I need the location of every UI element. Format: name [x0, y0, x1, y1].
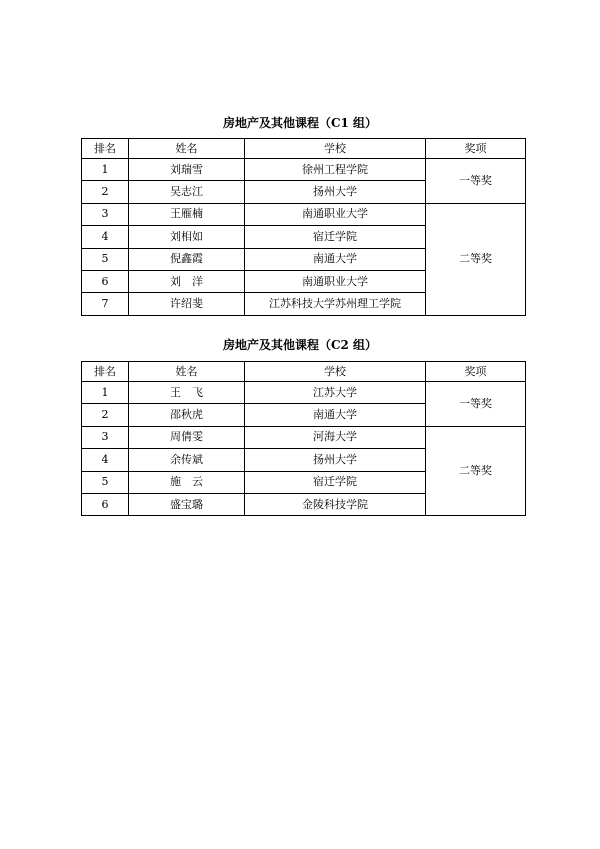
- table-header-row: [82, 139, 526, 159]
- cell-rank: 6: [82, 493, 129, 515]
- cell-school: 南通职业大学: [245, 203, 426, 225]
- cell-rank: 3: [82, 426, 129, 448]
- cell-rank: 4: [82, 449, 129, 471]
- cell-name: 刘相如: [129, 226, 245, 248]
- cell-school: 扬州大学: [245, 449, 426, 471]
- header-rank: 排名: [82, 362, 129, 382]
- section-title-c1: 房地产及其他课程（C1 组）: [222, 116, 378, 130]
- cell-school: 徐州工程学院: [245, 159, 426, 181]
- cell-name: 周倩雯: [129, 426, 245, 448]
- cell-name: 许绍斐: [129, 293, 245, 315]
- cell-rank: 1: [82, 382, 129, 404]
- cell-rank: 4: [82, 226, 129, 248]
- cell-name: 施 云: [129, 471, 245, 493]
- cell-name: 倪鑫霞: [129, 248, 245, 270]
- header-school: 学校: [245, 362, 426, 382]
- cell-rank: 1: [82, 159, 129, 181]
- header-name: 姓名: [129, 139, 245, 159]
- cell-name: 刘瑞雪: [129, 159, 245, 181]
- award-table-c2: [81, 361, 526, 516]
- cell-name: 邵秋虎: [129, 404, 245, 426]
- cell-school: 金陵科技学院: [245, 493, 426, 515]
- table-row: [82, 203, 526, 225]
- header-prize: 奖项: [426, 139, 526, 159]
- cell-school: 宿迁学院: [245, 226, 426, 248]
- cell-prize-first: 一等奖: [426, 159, 526, 204]
- cell-rank: 5: [82, 471, 129, 493]
- cell-school: 江苏大学: [245, 382, 426, 404]
- cell-name: 余传斌: [129, 449, 245, 471]
- cell-name: 刘 洋: [129, 270, 245, 292]
- cell-prize-first: 一等奖: [426, 382, 526, 427]
- cell-school: 南通大学: [245, 248, 426, 270]
- cell-name: 盛宝璐: [129, 493, 245, 515]
- cell-school: 宿迁学院: [245, 471, 426, 493]
- award-table-c1: [81, 138, 526, 316]
- cell-name: 王雁楠: [129, 203, 245, 225]
- header-rank: 排名: [82, 139, 129, 159]
- header-prize: 奖项: [426, 362, 526, 382]
- header-school: 学校: [245, 139, 426, 159]
- cell-school: 河海大学: [245, 426, 426, 448]
- cell-name: 吴志江: [129, 181, 245, 203]
- table-row: [82, 426, 526, 448]
- cell-rank: 5: [82, 248, 129, 270]
- section-title-c2: 房地产及其他课程（C2 组）: [222, 338, 378, 352]
- cell-rank: 6: [82, 270, 129, 292]
- cell-school: 扬州大学: [245, 181, 426, 203]
- cell-school: 南通职业大学: [245, 270, 426, 292]
- cell-name: 王 飞: [129, 382, 245, 404]
- table-row: [82, 382, 526, 404]
- cell-school: 南通大学: [245, 404, 426, 426]
- cell-rank: 7: [82, 293, 129, 315]
- cell-rank: 3: [82, 203, 129, 225]
- cell-rank: 2: [82, 181, 129, 203]
- table-row: [82, 159, 526, 181]
- cell-rank: 2: [82, 404, 129, 426]
- cell-prize-second: 二等奖: [426, 426, 526, 516]
- header-name: 姓名: [129, 362, 245, 382]
- table-header-row: [82, 362, 526, 382]
- cell-prize-second: 二等奖: [426, 203, 526, 315]
- cell-school: 江苏科技大学苏州理工学院: [245, 293, 426, 315]
